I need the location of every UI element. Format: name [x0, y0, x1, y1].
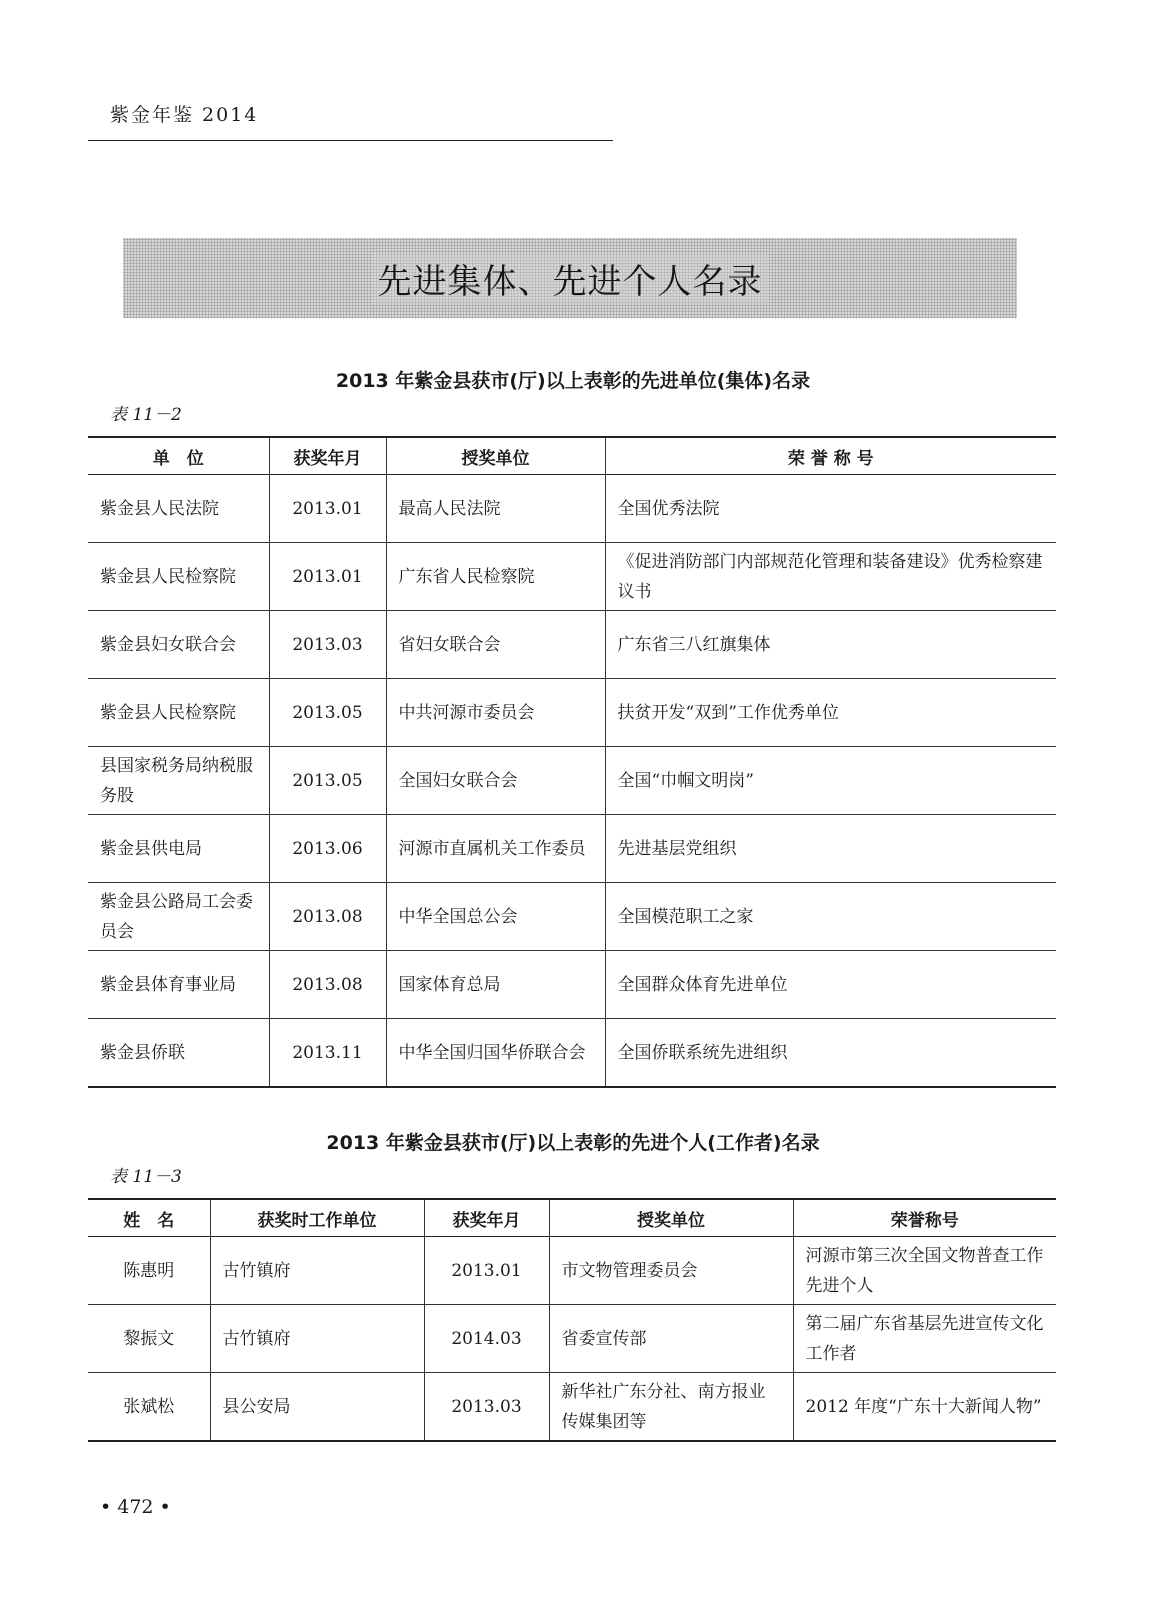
individual-awards-table — [88, 1198, 1056, 1442]
col-header-unit: 单 位 — [88, 437, 269, 475]
cell-issuer: 省委宣传部 — [549, 1305, 793, 1373]
cell-issuer: 市文物管理委员会 — [549, 1237, 793, 1305]
table-row — [88, 1373, 1056, 1442]
col-header-name: 姓 名 — [88, 1199, 210, 1237]
cell-workplace: 古竹镇府 — [210, 1305, 424, 1373]
cell-date: 2013.08 — [269, 883, 386, 951]
cell-honor: 全国模范职工之家 — [605, 883, 1056, 951]
table-row — [88, 543, 1056, 611]
table-row — [88, 475, 1056, 543]
running-head: 紫金年鉴 2014 — [110, 104, 259, 126]
cell-date: 2014.03 — [424, 1305, 549, 1373]
table-row — [88, 1237, 1056, 1305]
cell-date: 2013.11 — [269, 1019, 386, 1088]
cell-date: 2013.08 — [269, 951, 386, 1019]
cell-honor: 先进基层党组织 — [605, 815, 1056, 883]
col-header-issuer: 授奖单位 — [386, 437, 605, 475]
col-header-date: 获奖年月 — [424, 1199, 549, 1237]
cell-unit: 紫金县体育事业局 — [88, 951, 269, 1019]
cell-name: 黎振文 — [88, 1305, 210, 1373]
cell-honor: 《促进消防部门内部规范化管理和装备建设》优秀检察建议书 — [605, 543, 1056, 611]
cell-issuer: 中共河源市委员会 — [386, 679, 605, 747]
cell-unit: 紫金县人民检察院 — [88, 679, 269, 747]
table-header-row — [88, 437, 1056, 475]
collective-awards-table — [88, 436, 1056, 1088]
cell-issuer: 最高人民法院 — [386, 475, 605, 543]
table2-title: 2013 年紫金县获市(厅)以上表彰的先进个人(工作者)名录 — [326, 1132, 820, 1154]
cell-unit: 紫金县公路局工会委员会 — [88, 883, 269, 951]
table-row — [88, 611, 1056, 679]
cell-date: 2013.05 — [269, 679, 386, 747]
cell-issuer: 河源市直属机关工作委员 — [386, 815, 605, 883]
table-row — [88, 883, 1056, 951]
table2-number: 表 11－3 — [110, 1167, 182, 1187]
cell-honor: 扶贫开发“双到”工作优秀单位 — [605, 679, 1056, 747]
table-row — [88, 815, 1056, 883]
cell-unit: 紫金县人民检察院 — [88, 543, 269, 611]
banner-title: 先进集体、先进个人名录 — [372, 254, 769, 303]
cell-honor: 第二届广东省基层先进宣传文化工作者 — [793, 1305, 1056, 1373]
section-banner — [123, 238, 1017, 318]
table-row — [88, 679, 1056, 747]
cell-unit: 紫金县侨联 — [88, 1019, 269, 1088]
cell-issuer: 中华全国归国华侨联合会 — [386, 1019, 605, 1088]
cell-date: 2013.01 — [269, 543, 386, 611]
cell-honor: 全国群众体育先进单位 — [605, 951, 1056, 1019]
cell-date: 2013.01 — [424, 1237, 549, 1305]
table-row — [88, 1305, 1056, 1373]
table-row — [88, 747, 1056, 815]
table1-title: 2013 年紫金县获市(厅)以上表彰的先进单位(集体)名录 — [335, 370, 811, 392]
cell-unit: 紫金县人民法院 — [88, 475, 269, 543]
cell-date: 2013.05 — [269, 747, 386, 815]
cell-honor: 全国优秀法院 — [605, 475, 1056, 543]
cell-honor: 河源市第三次全国文物普查工作先进个人 — [793, 1237, 1056, 1305]
cell-date: 2013.03 — [269, 611, 386, 679]
cell-unit: 紫金县妇女联合会 — [88, 611, 269, 679]
cell-issuer: 省妇女联合会 — [386, 611, 605, 679]
col-header-date: 获奖年月 — [269, 437, 386, 475]
col-header-issuer: 授奖单位 — [549, 1199, 793, 1237]
cell-date: 2013.01 — [269, 475, 386, 543]
cell-workplace: 古竹镇府 — [210, 1237, 424, 1305]
page-number: • 472 • — [100, 1496, 171, 1518]
cell-unit: 紫金县供电局 — [88, 815, 269, 883]
cell-honor: 全国侨联系统先进组织 — [605, 1019, 1056, 1088]
cell-date: 2013.03 — [424, 1373, 549, 1442]
cell-name: 陈惠明 — [88, 1237, 210, 1305]
cell-name: 张斌松 — [88, 1373, 210, 1442]
cell-issuer: 国家体育总局 — [386, 951, 605, 1019]
cell-issuer: 广东省人民检察院 — [386, 543, 605, 611]
col-header-honor: 荣 誉 称 号 — [605, 437, 1056, 475]
table1-number: 表 11－2 — [110, 405, 182, 425]
cell-honor: 2012 年度“广东十大新闻人物” — [793, 1373, 1056, 1442]
col-header-honor: 荣誉称号 — [793, 1199, 1056, 1237]
table-row — [88, 1019, 1056, 1088]
table-header-row — [88, 1199, 1056, 1237]
cell-issuer: 全国妇女联合会 — [386, 747, 605, 815]
cell-workplace: 县公安局 — [210, 1373, 424, 1442]
table-row — [88, 951, 1056, 1019]
cell-unit: 县国家税务局纳税服务股 — [88, 747, 269, 815]
cell-issuer: 中华全国总公会 — [386, 883, 605, 951]
col-header-workplace: 获奖时工作单位 — [210, 1199, 424, 1237]
header-rule — [88, 140, 613, 141]
cell-honor: 广东省三八红旗集体 — [605, 611, 1056, 679]
cell-issuer: 新华社广东分社、南方报业传媒集团等 — [549, 1373, 793, 1442]
cell-date: 2013.06 — [269, 815, 386, 883]
cell-honor: 全国“巾帼文明岗” — [605, 747, 1056, 815]
